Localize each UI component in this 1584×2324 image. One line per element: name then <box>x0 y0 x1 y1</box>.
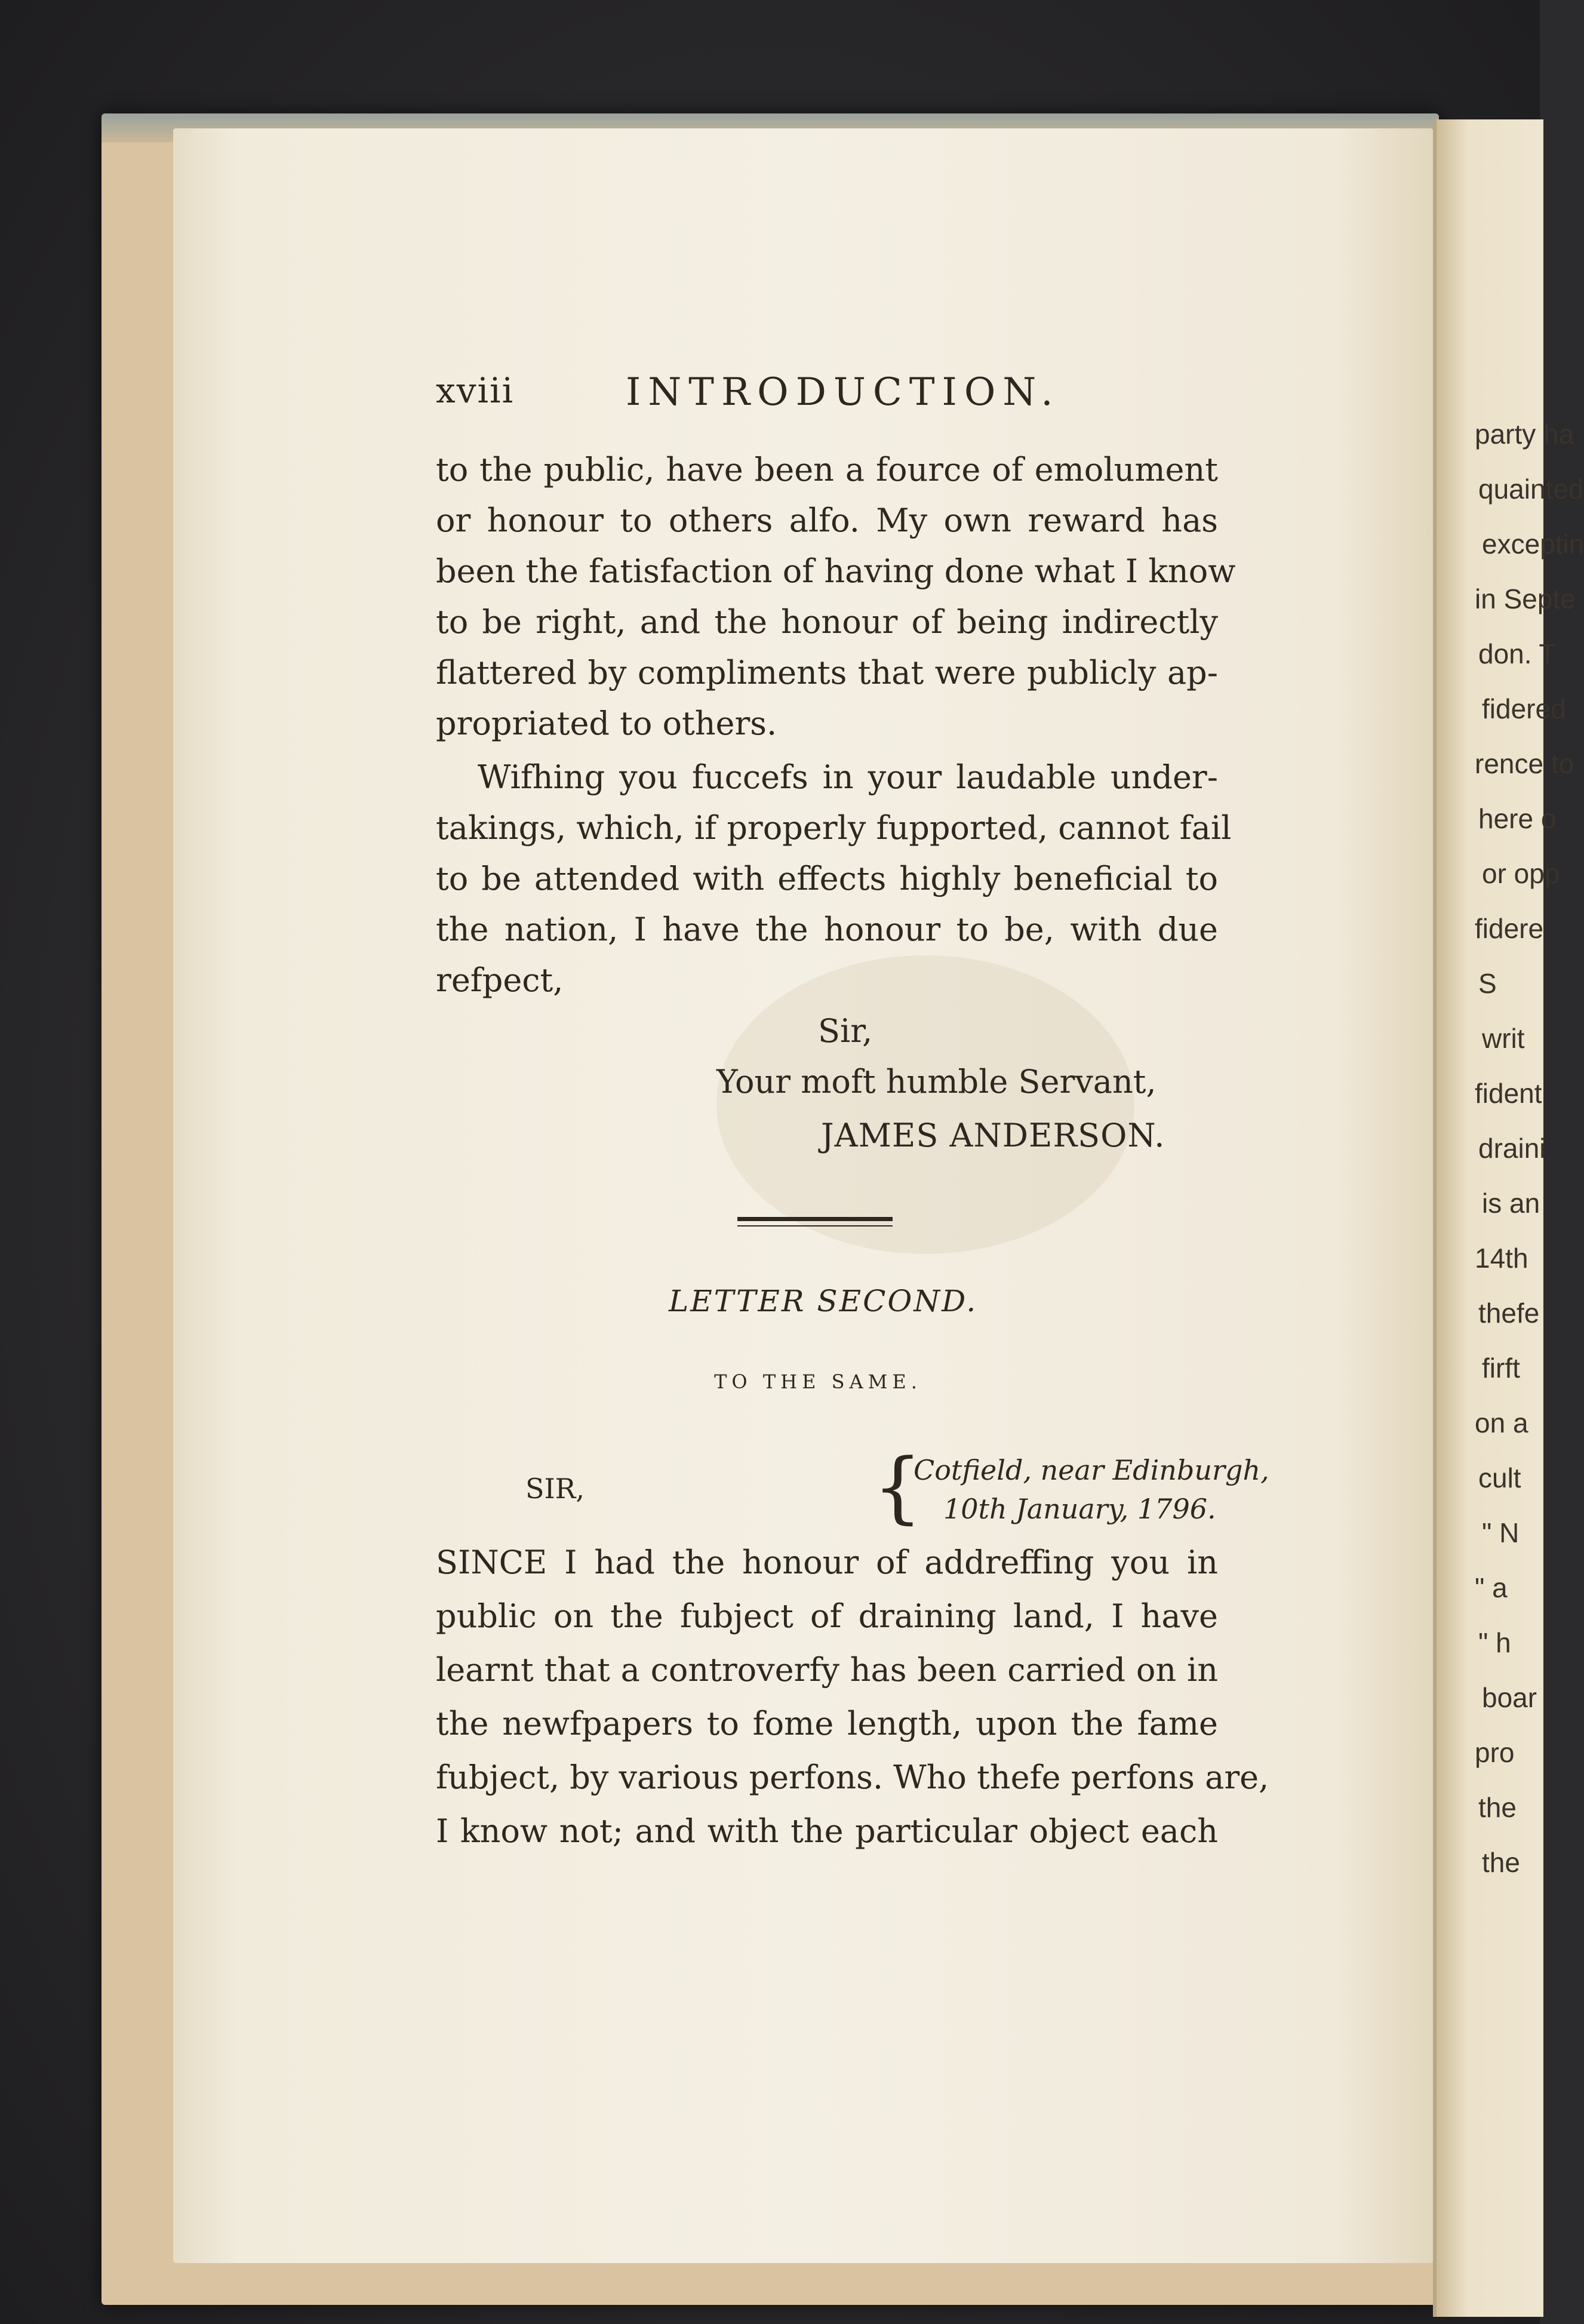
section-rule-thin <box>737 1225 893 1226</box>
facing-page-fragment: on a <box>1475 1407 1528 1438</box>
body-line: Wifhing you fuccefs in your laudable under- <box>478 758 1218 796</box>
facing-page-fragment: exceptin <box>1482 528 1584 560</box>
body-line: I know not; and with the particular object each <box>436 1812 1218 1850</box>
facing-page-fragment: " N <box>1482 1517 1520 1548</box>
facing-page-fragment: in Septe <box>1475 583 1576 614</box>
body-line: to be right, and the honour of being indirectly <box>436 603 1218 641</box>
letter-recipient: TO THE SAME. <box>714 1370 922 1393</box>
facing-page-fragment: boar <box>1482 1682 1537 1713</box>
facing-page-fragment: fident <box>1475 1078 1542 1109</box>
facing-page-fragment: party ha <box>1475 419 1574 450</box>
dateline-date: 10th January, 1796. <box>943 1493 1216 1525</box>
facing-page-fragment: 14th <box>1475 1243 1528 1274</box>
section-rule <box>737 1217 893 1221</box>
body-line: to be attended with effects highly beneficial to <box>436 860 1218 897</box>
signoff: Your moft humble Servant, <box>716 1063 1157 1100</box>
body-line: public on the fubject of draining land, I have <box>436 1597 1218 1635</box>
body-line: been the fatisfaction of having done what I know <box>436 552 1236 590</box>
body-line: learnt that a controverfy has been carried on in <box>436 1651 1218 1689</box>
facing-page-fragment: draini <box>1478 1133 1546 1164</box>
paper-stain <box>716 955 1134 1254</box>
facing-page-fragment: firft <box>1482 1352 1520 1384</box>
page-number: xviii <box>436 370 515 411</box>
body-line: propriated to others. <box>436 705 777 742</box>
facing-page-fragment: " a <box>1475 1572 1508 1603</box>
page-header <box>436 370 1099 424</box>
body-line: flattered by compliments that were publicly ap- <box>436 654 1218 691</box>
body-line: the nation, I have the honour to be, with due <box>436 911 1218 948</box>
body-line: to the public, have been a fource of emolument <box>436 451 1218 488</box>
brace: { <box>873 1441 922 1532</box>
facing-page-fragment: cult <box>1478 1462 1521 1493</box>
facing-page-fragment: is an <box>1482 1188 1540 1219</box>
signature: JAMES ANDERSON. <box>821 1117 1165 1154</box>
facing-page-fragment: writ <box>1482 1023 1525 1054</box>
dateline-place: Cotfield, near Edinburgh, <box>914 1454 1269 1486</box>
facing-page-fragment: " h <box>1478 1627 1511 1658</box>
facing-page-fragment: quainted <box>1478 474 1584 505</box>
facing-page-fragment: rence to <box>1475 748 1574 779</box>
facing-page-fragment: fidered <box>1482 693 1566 724</box>
body-line: SINCE I had the honour of addreffing you in <box>436 1544 1218 1581</box>
facing-page-fragment: S <box>1478 968 1497 999</box>
body-line: fubject, by various perfons. Who thefe perfons are, <box>436 1759 1269 1796</box>
body-line: refpect, <box>436 961 564 999</box>
facing-page-fragment: pro <box>1475 1737 1515 1768</box>
running-head: INTRODUCTION. <box>626 370 1060 414</box>
body-line: takings, which, if properly fupported, cannot fail <box>436 809 1232 847</box>
facing-page-fragment: the <box>1478 1792 1517 1823</box>
letter-title: LETTER SECOND. <box>669 1284 978 1318</box>
body-line: the newfpapers to fome length, upon the fame <box>436 1705 1218 1742</box>
body-line: or honour to others alfo. My own reward has <box>436 502 1218 539</box>
closing-sir: Sir, <box>818 1012 873 1050</box>
facing-page-fragment: or opp <box>1482 858 1560 889</box>
facing-page-fragment: fidere <box>1475 913 1544 944</box>
facing-page-fragment: the <box>1482 1847 1520 1878</box>
facing-page-fragment: thefe <box>1478 1298 1540 1329</box>
facing-page-fragment: don. T <box>1478 638 1556 669</box>
facing-page-fragment: here o <box>1478 803 1557 834</box>
salutation: SIR, <box>525 1473 585 1505</box>
